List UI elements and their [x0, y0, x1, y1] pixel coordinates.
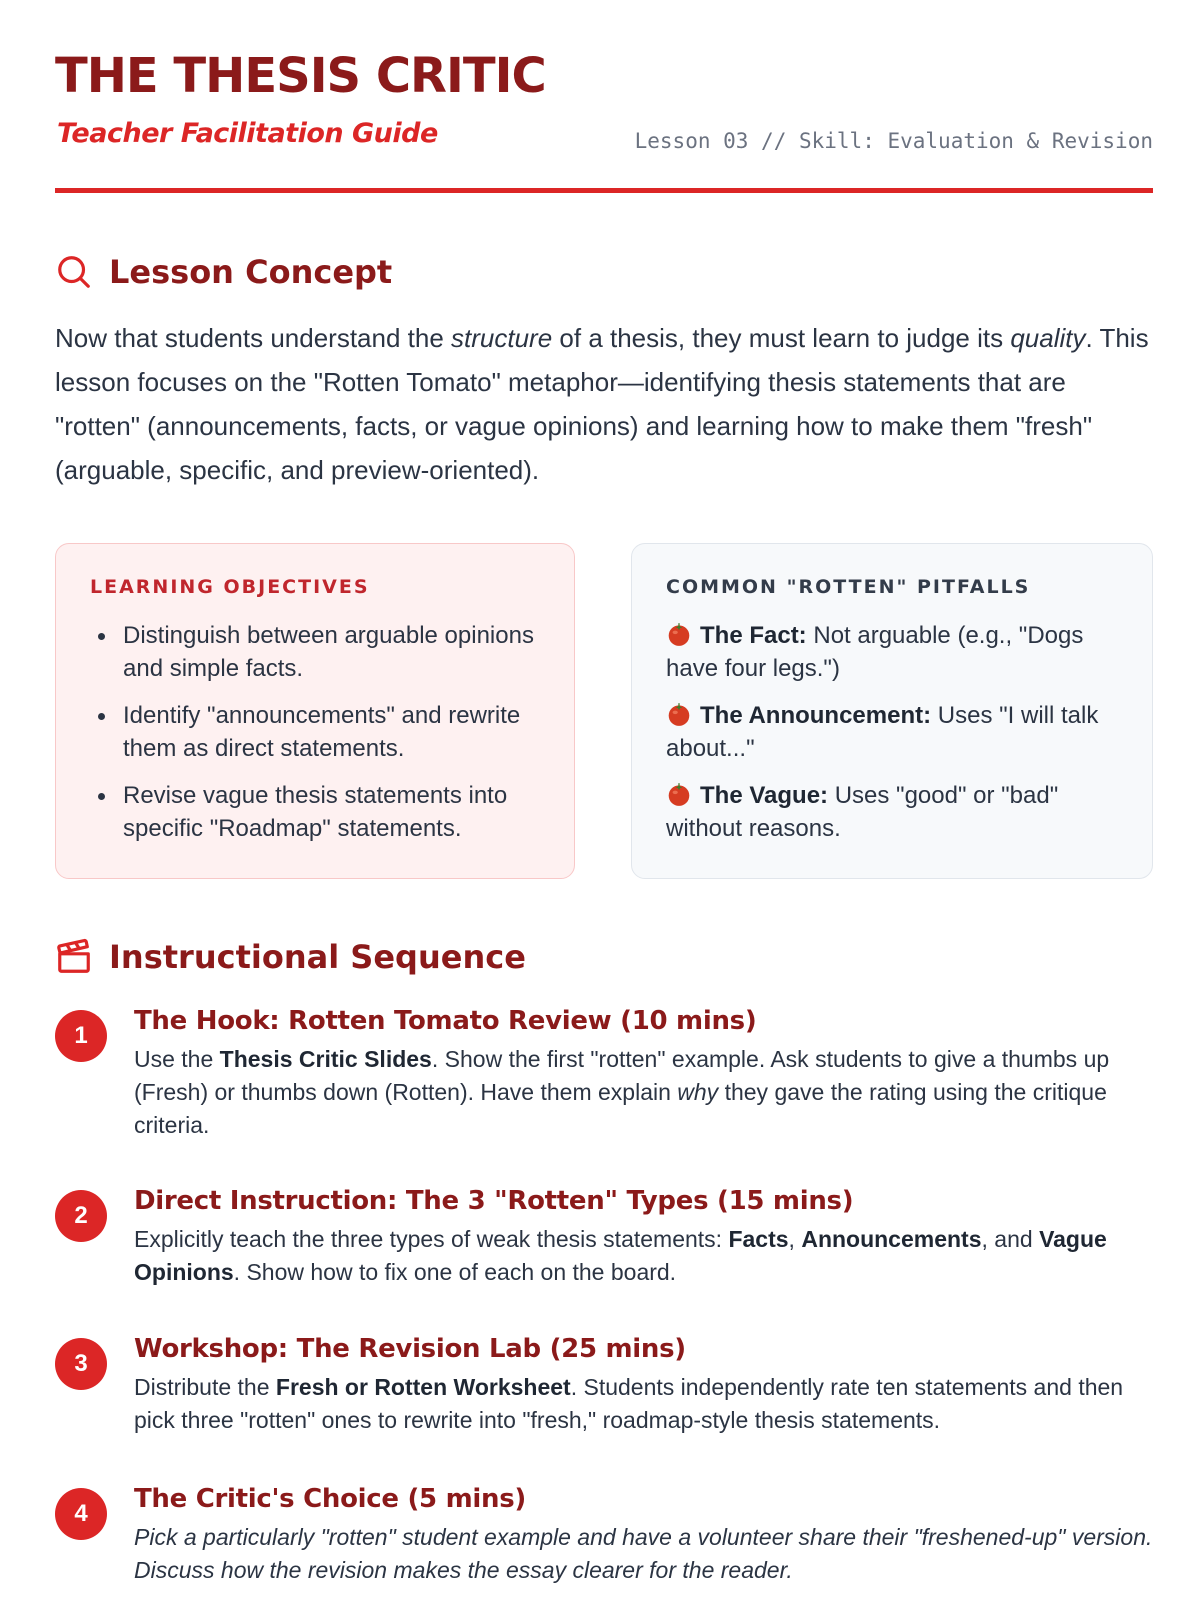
- learning-objective-item: [90, 699, 540, 765]
- step-text-part: ,: [788, 1226, 802, 1253]
- rotten-pitfalls-card: [631, 543, 1153, 879]
- learning-objectives-list: [90, 619, 540, 845]
- pitfall-name: The Vague:: [700, 782, 829, 809]
- lesson-meta: Lesson 03 // Skill: Evaluation & Revision: [634, 129, 1153, 153]
- step-text-part: . Show the first "rotten" example. Ask students to give a thumbs up (Fresh) or thumbs down (Rotten). Have them explain: [134, 1046, 1110, 1106]
- step-number-badge: 1: [55, 1010, 107, 1062]
- step-title: The Hook: Rotten Tomato Review (10 mins): [134, 1006, 757, 1036]
- learning-objective-text: Distinguish between arguable opinions and simple facts.: [123, 622, 534, 682]
- step-body: [134, 1186, 1153, 1289]
- learning-objective-item: [90, 779, 540, 845]
- instructional-sequence-heading-text: Instructional Sequence: [109, 938, 526, 976]
- step-text-part: . Students independently rate ten statements and then pick three "rotten" ones to rewrite into "fresh," roadmap-style thesis statements.: [134, 1374, 1124, 1434]
- step-keyword: Facts: [728, 1226, 789, 1253]
- step-text-part: . Show how to fix one of each on the board.: [233, 1259, 677, 1286]
- pitfall-description: Uses "good" or "bad" without reasons.: [666, 782, 1059, 842]
- lesson-concept-paragraph: [55, 316, 1153, 492]
- step-description: [134, 1371, 1153, 1437]
- step-description: [134, 1223, 1153, 1289]
- bullet-icon: [98, 793, 105, 800]
- pitfall-name: The Announcement:: [700, 702, 932, 729]
- step-description: [134, 1043, 1153, 1142]
- pitfall-item: [666, 779, 1118, 845]
- header-divider: [55, 188, 1153, 193]
- pitfall-item: [666, 619, 1118, 685]
- step-keyword: Announcements: [801, 1226, 982, 1253]
- lesson-concept-heading: [55, 253, 392, 291]
- step-resource-name: Thesis Critic Slides: [219, 1046, 432, 1073]
- step-title: Workshop: The Revision Lab (25 mins): [134, 1334, 686, 1364]
- pitfall-description: Not arguable (e.g., "Dogs have four legs."): [666, 622, 1084, 682]
- step-text-part: they gave the rating using the critique criteria.: [134, 1079, 1107, 1139]
- step-title: Direct Instruction: The 3 "Rotten" Types (15 mins): [134, 1186, 854, 1216]
- magnifier-icon: [55, 253, 93, 291]
- tomato-icon: [666, 701, 692, 727]
- step-text-part: Explicitly teach the three types of weak thesis statements:: [134, 1226, 729, 1253]
- learning-objectives-label: LEARNING OBJECTIVES: [90, 576, 370, 598]
- step-title: The Critic's Choice (5 mins): [134, 1484, 526, 1514]
- step-body: [134, 1484, 1153, 1587]
- rotten-pitfalls-label: COMMON "ROTTEN" PITFALLS: [666, 576, 1031, 598]
- step-body: [134, 1006, 1153, 1142]
- step-text-part: Use the: [134, 1046, 220, 1073]
- concept-text-part: . This lesson focuses on the "Rotten Tomato" metaphor—identifying thesis statements that are "rotten" (announcements, facts, or vague opinions) and learning how to make them "fresh" (arguable, specific, and preview-oriented).: [55, 323, 1149, 485]
- document-title: THE THESIS CRITIC: [55, 48, 546, 104]
- pitfall-description: Uses "I will talk about...": [666, 702, 1099, 762]
- step-description: Pick a particularly "rotten" student example and have a volunteer share their "freshened-up" version. Discuss how the revision makes the essay clearer for the reader.: [134, 1524, 1153, 1584]
- tomato-icon: [666, 621, 692, 647]
- header: [55, 0, 1153, 196]
- concept-text-part: Now that students understand the: [55, 323, 452, 353]
- step-text-part: Distribute the: [134, 1374, 276, 1401]
- document-subtitle: Teacher Facilitation Guide: [57, 118, 438, 149]
- tomato-icon: [666, 781, 692, 807]
- step-number-badge: 3: [55, 1338, 107, 1390]
- learning-objective-text: Identify "announcements" and rewrite them as direct statements.: [123, 702, 521, 762]
- bullet-icon: [98, 633, 105, 640]
- step-body: [134, 1334, 1153, 1437]
- step-number-badge: 2: [55, 1190, 107, 1242]
- concept-emphasis-structure: structure: [451, 323, 553, 353]
- pitfall-name: The Fact:: [700, 622, 807, 649]
- clapperboard-icon: [55, 938, 93, 976]
- learning-objective-text: Revise vague thesis statements into specific "Roadmap" statements.: [123, 782, 508, 842]
- concept-emphasis-quality: quality: [1010, 323, 1086, 353]
- step-resource-name: Fresh or Rotten Worksheet: [275, 1374, 571, 1401]
- bullet-icon: [98, 713, 105, 720]
- lesson-concept-heading-text: Lesson Concept: [109, 253, 393, 291]
- pitfall-item: [666, 699, 1118, 765]
- step-emphasis: why: [677, 1079, 719, 1106]
- learning-objectives-card: [55, 543, 575, 879]
- learning-objective-item: [90, 619, 540, 685]
- step-number-badge: 4: [55, 1488, 107, 1540]
- document-page: [55, 0, 1153, 1584]
- step-keyword: Vague Opinions: [134, 1226, 1107, 1286]
- concept-text-part: of a thesis, they must learn to judge its: [552, 323, 1011, 353]
- instructional-sequence-heading: [55, 938, 526, 976]
- step-text-part: , and: [981, 1226, 1040, 1253]
